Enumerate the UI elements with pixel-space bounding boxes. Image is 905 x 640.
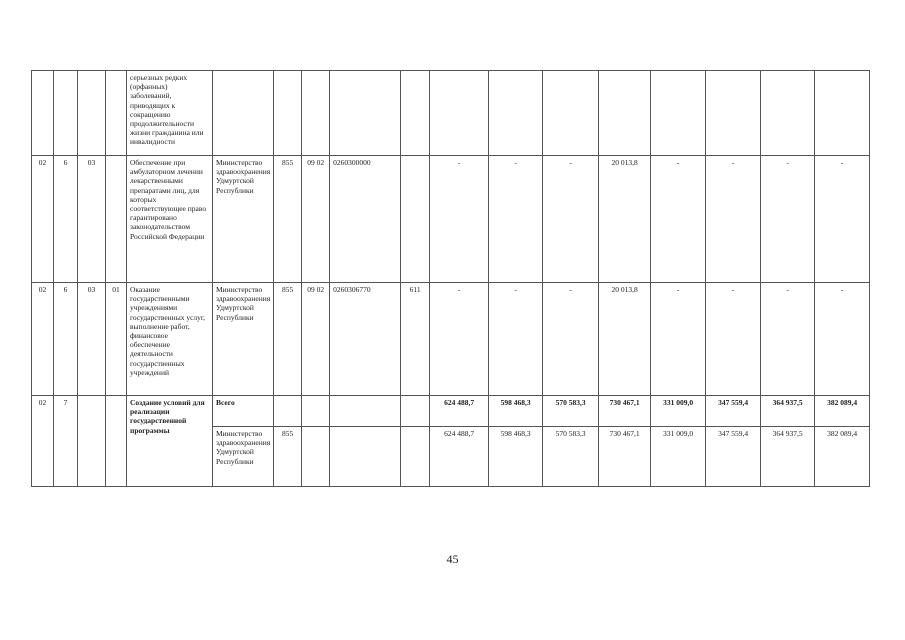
code-cell: 6	[54, 283, 78, 396]
organization-cell: Министерство здравоохранения Удмуртской Республики	[213, 427, 274, 487]
total-value-cell: 624 488,7	[430, 396, 489, 427]
csr-cell	[330, 71, 401, 156]
value-cell: -	[651, 156, 706, 283]
grbs-cell: 855	[274, 427, 302, 487]
value-cell: 570 583,3	[543, 427, 599, 487]
table-row	[32, 396, 870, 427]
code-cell	[78, 71, 106, 156]
code-cell	[32, 71, 54, 156]
rz-pr-cell	[302, 427, 330, 487]
value-cell: -	[543, 156, 599, 283]
vr-cell	[401, 156, 430, 283]
csr-cell: 0260306770	[330, 283, 401, 396]
value-cell	[543, 71, 599, 156]
value-cell	[489, 71, 543, 156]
page-number: 45	[446, 552, 459, 566]
total-value-cell: 364 937,5	[761, 396, 815, 427]
vr-cell	[401, 71, 430, 156]
value-cell: -	[543, 283, 599, 396]
value-cell: -	[430, 156, 489, 283]
vr-cell	[401, 427, 430, 487]
value-cell	[761, 71, 815, 156]
code-cell	[54, 71, 78, 156]
csr-cell: 0260300000	[330, 156, 401, 283]
total-value-cell: 347 559,4	[706, 396, 761, 427]
vr-cell	[401, 396, 430, 427]
value-cell: 364 937,5	[761, 427, 815, 487]
code-cell: 03	[78, 283, 106, 396]
vr-cell: 611	[401, 283, 430, 396]
value-cell: -	[489, 156, 543, 283]
rz-pr-cell: 09 02	[302, 283, 330, 396]
table-row	[32, 283, 870, 396]
code-cell: 02	[32, 396, 54, 487]
rz-pr-cell	[302, 71, 330, 156]
item-name-cell: серьезных редких (орфанных) заболеваний, приводящих к сокращению продолжительности жизни гражданина или инвалидности	[127, 71, 213, 156]
value-cell: -	[761, 156, 815, 283]
value-cell: 598 468,3	[489, 427, 543, 487]
value-cell: 730 467,1	[599, 427, 651, 487]
total-label-cell: Всего	[213, 396, 274, 427]
value-cell: -	[651, 283, 706, 396]
value-cell: -	[706, 156, 761, 283]
value-cell: -	[761, 283, 815, 396]
total-value-cell: 730 467,1	[599, 396, 651, 427]
total-value-cell: 382 089,4	[815, 396, 870, 427]
total-value-cell: 598 468,3	[489, 396, 543, 427]
rz-pr-cell: 09 02	[302, 156, 330, 283]
value-cell	[599, 71, 651, 156]
value-cell	[430, 71, 489, 156]
total-value-cell: 331 009,0	[651, 396, 706, 427]
code-cell	[106, 71, 127, 156]
code-cell	[106, 156, 127, 283]
grbs-cell: 855	[274, 283, 302, 396]
value-cell: 382 089,4	[815, 427, 870, 487]
value-cell: 20 013,8	[599, 283, 651, 396]
code-cell: 6	[54, 156, 78, 283]
total-value-cell: 570 583,3	[543, 396, 599, 427]
value-cell: -	[430, 283, 489, 396]
organization-cell: Министерство здравоохранения Удмуртской Республики	[213, 156, 274, 283]
value-cell: 347 559,4	[706, 427, 761, 487]
item-name-cell: Создание условий для реализации государственной программы	[127, 396, 213, 487]
grbs-cell	[274, 396, 302, 427]
budget-table	[31, 70, 870, 487]
value-cell: 331 009,0	[651, 427, 706, 487]
code-cell: 03	[78, 156, 106, 283]
item-name-cell: Оказание государственными учреждениями государственных услуг, выполнение работ, финансовое обеспечение деятельности государственных учреждений	[127, 283, 213, 396]
code-cell: 02	[32, 156, 54, 283]
value-cell: -	[489, 283, 543, 396]
grbs-cell	[274, 71, 302, 156]
table-row	[32, 71, 870, 156]
rz-pr-cell	[302, 396, 330, 427]
grbs-cell: 855	[274, 156, 302, 283]
organization-cell: Министерство здравоохранения Удмуртской Республики	[213, 283, 274, 396]
value-cell	[815, 71, 870, 156]
value-cell: -	[815, 156, 870, 283]
code-cell	[106, 396, 127, 487]
item-name-cell: Обеспечение при амбулаторном лечении лекарственными препаратами лиц, для которых соответствующее право гарантировано законодательством Российской Федерации	[127, 156, 213, 283]
csr-cell	[330, 396, 401, 427]
organization-cell	[213, 71, 274, 156]
value-cell: -	[815, 283, 870, 396]
csr-cell	[330, 427, 401, 487]
value-cell	[651, 71, 706, 156]
code-cell	[78, 396, 106, 487]
code-cell: 7	[54, 396, 78, 487]
value-cell: 20 013,8	[599, 156, 651, 283]
code-cell: 02	[32, 283, 54, 396]
value-cell: 624 488,7	[430, 427, 489, 487]
code-cell: 01	[106, 283, 127, 396]
table-row	[32, 156, 870, 283]
value-cell	[706, 71, 761, 156]
value-cell: -	[706, 283, 761, 396]
